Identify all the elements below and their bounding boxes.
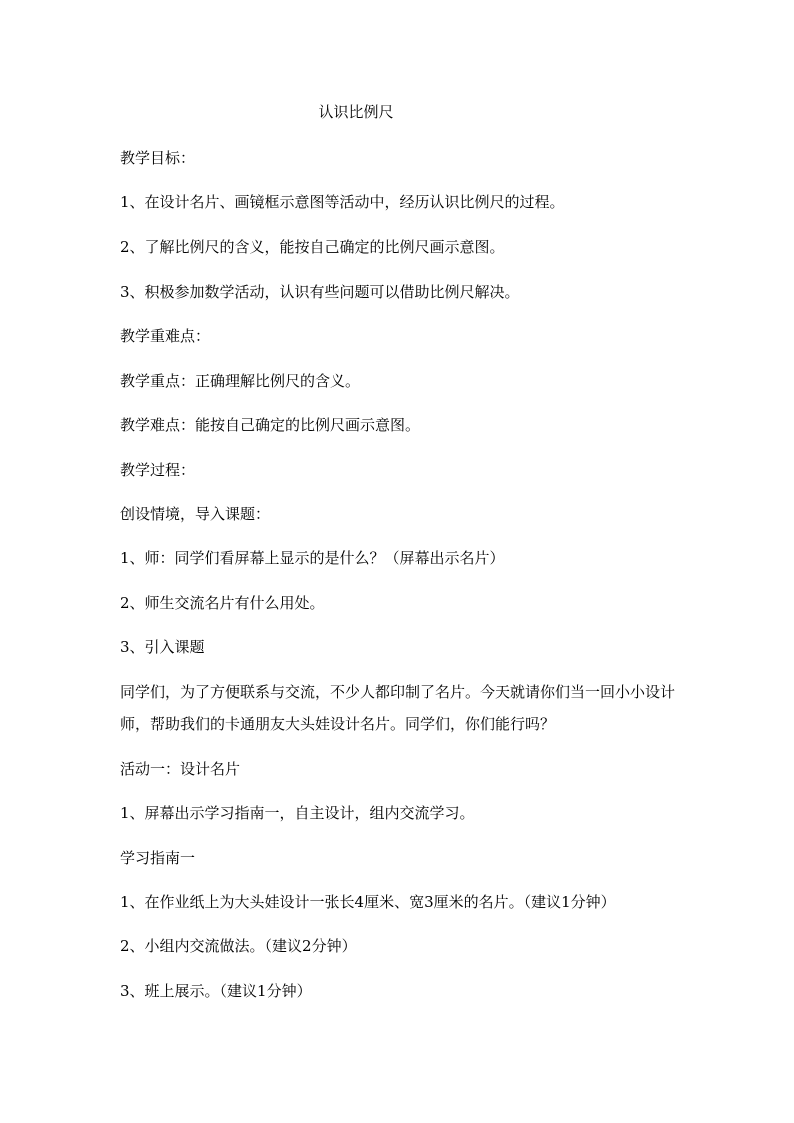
- objective-3: 3、积极参加数学活动，认识有些问题可以借助比例尺解决。: [120, 283, 520, 301]
- key-point: 教学重点：正确理解比例尺的含义。: [120, 372, 361, 390]
- objective-1: 1、在设计名片、画镜框示意图等活动中，经历认识比例尺的过程。: [120, 193, 565, 211]
- heading-key-points: 教学重难点：: [120, 327, 211, 345]
- intro-step-3: 3、引入课题: [120, 638, 205, 656]
- intro-step-1: 1、师：同学们看屏幕上显示的是什么？（屏幕出示名片）: [120, 549, 505, 567]
- activity-1-heading: 活动一：设计名片: [120, 760, 241, 778]
- intro-heading: 创设情境，导入课题：: [120, 505, 271, 523]
- intro-step-2: 2、师生交流名片有什么用处。: [120, 594, 325, 612]
- page-title: 认识比例尺: [318, 103, 394, 121]
- objective-2: 2、了解比例尺的含义，能按自己确定的比例尺画示意图。: [120, 238, 505, 256]
- intro-paragraph: 同学们，为了方便联系与交流，不少人都印制了名片。今天就请你们当一回小小设计师，帮助我们的卡通朋友大头娃设计名片。同学们，你们能行吗？: [120, 683, 676, 733]
- guide-1-item-3: 3、班上展示。（建议1分钟）: [120, 982, 312, 1000]
- heading-process: 教学过程：: [120, 461, 196, 479]
- guide-1-item-1: 1、在作业纸上为大头娃设计一张长4厘米、宽3厘米的名片。（建议1分钟）: [120, 893, 616, 911]
- guide-1-heading: 学习指南一: [120, 849, 196, 867]
- heading-objectives: 教学目标：: [120, 149, 196, 167]
- difficult-point: 教学难点：能按自己确定的比例尺画示意图。: [120, 416, 421, 434]
- guide-1-item-2: 2、小组内交流做法。（建议2分钟）: [120, 937, 357, 955]
- activity-1-step-1: 1、屏幕出示学习指南一，自主设计，组内交流学习。: [120, 804, 475, 822]
